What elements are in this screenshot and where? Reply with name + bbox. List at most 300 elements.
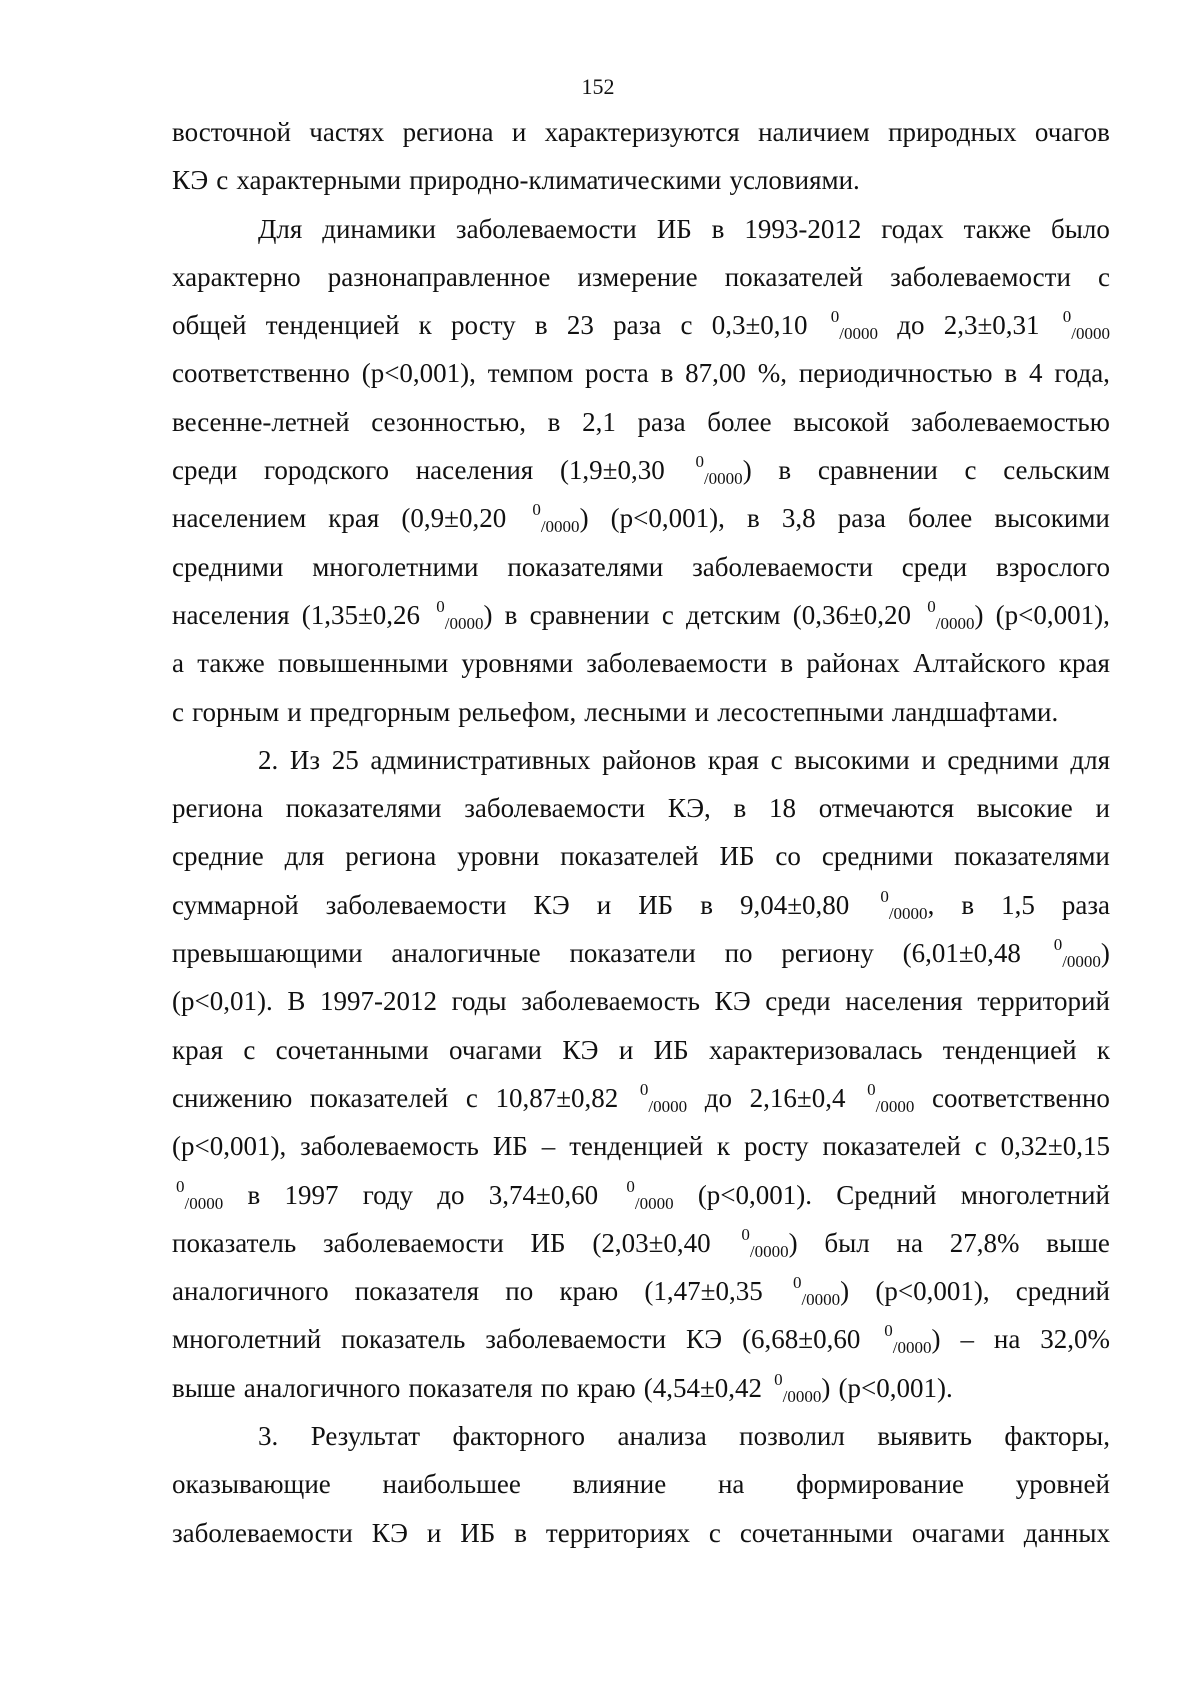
word: аналогичного <box>243 1372 401 1403</box>
word: районах <box>806 648 900 679</box>
word: более <box>707 406 772 437</box>
word: весенне-летней <box>172 406 350 437</box>
word: и <box>426 1517 442 1548</box>
word: аналогичного <box>172 1276 329 1307</box>
word: $^0_{/0000}$) <box>1050 929 1110 977</box>
word: КЭ <box>533 889 570 920</box>
unit-subscript: /0000 <box>634 1193 674 1213</box>
word: очагами <box>911 1517 1005 1548</box>
word: с <box>172 696 184 727</box>
word: выявить <box>877 1421 972 1452</box>
word: Результат <box>310 1421 421 1452</box>
word: общей <box>172 310 247 341</box>
word: характерно <box>172 261 301 292</box>
word: заболеваемости <box>325 889 507 920</box>
word: снижению <box>172 1082 293 1113</box>
unit-subscript: /0000 <box>648 1096 688 1116</box>
text-line <box>172 205 1110 253</box>
unit-superscript: 0 <box>741 1224 750 1244</box>
word: (р<0,01). <box>172 986 273 1017</box>
word: края <box>1058 648 1110 679</box>
word: и <box>1095 793 1110 824</box>
word: и <box>694 696 710 727</box>
unit-superscript: 0 <box>867 1079 876 1099</box>
word: для <box>1070 744 1110 775</box>
word <box>622 1171 673 1219</box>
word: природных <box>888 117 1017 147</box>
word: раза <box>1061 889 1110 920</box>
word: раза <box>637 406 686 437</box>
word: с <box>661 599 674 630</box>
word: 1,5 <box>1001 889 1035 920</box>
unit-per-100000 <box>622 1171 673 1219</box>
word: Из <box>289 744 321 775</box>
word: тенденцией <box>265 310 400 341</box>
word: региона <box>345 841 437 872</box>
word: в <box>778 455 792 486</box>
word: отмечаются <box>818 793 955 824</box>
text-line <box>172 736 1110 784</box>
word: 2,1 <box>582 406 616 437</box>
word: на <box>717 1469 745 1500</box>
word: 10,87±0,82 <box>495 1082 619 1113</box>
word: 9,04±0,80 <box>739 889 850 920</box>
word: края <box>707 744 759 775</box>
word: по <box>505 1276 534 1307</box>
word: $^0_{/0000}$) <box>770 1364 830 1412</box>
word: (0,9±0,20 <box>401 503 507 534</box>
word: КЭ <box>714 986 751 1017</box>
word: в <box>780 648 794 679</box>
word: $^0_{/0000}$) <box>432 591 492 639</box>
word: многолетний <box>960 1179 1110 1210</box>
word: на <box>896 1227 923 1258</box>
word: характеризуются <box>544 117 740 147</box>
text-line <box>172 591 1110 639</box>
word: в <box>534 310 548 341</box>
word: (р<0,001). <box>697 1179 813 1210</box>
unit-per-100000 <box>789 1267 840 1315</box>
word: (1,35±0,26 <box>301 599 421 630</box>
word: %, <box>757 358 787 389</box>
unit-superscript: 0 <box>830 307 840 327</box>
word: показатель <box>172 1227 297 1258</box>
word: по <box>724 938 753 969</box>
text-line <box>172 929 1110 977</box>
word: – <box>960 1324 974 1355</box>
word: $^0_{/0000}$) <box>880 1315 940 1363</box>
word: условиями. <box>729 165 860 196</box>
text-line <box>172 543 1110 591</box>
word: характеризовалась <box>708 1034 923 1065</box>
word: факторного <box>452 1421 586 1452</box>
word: (6,01±0,48 <box>902 938 1021 969</box>
text-line <box>172 1267 1110 1315</box>
word <box>636 1074 687 1122</box>
word: показателей <box>560 841 699 872</box>
word: $^0_{/0000}$) <box>789 1267 849 1315</box>
word: населения <box>172 599 290 630</box>
unit-superscript: 0 <box>880 886 889 906</box>
word: $^0_{/0000}$) <box>737 1219 797 1267</box>
word: в <box>700 889 713 920</box>
word: периодичностью <box>798 358 993 389</box>
word: уровней <box>1015 1469 1110 1500</box>
word: ИБ <box>530 1227 566 1258</box>
word: со <box>775 841 801 872</box>
word: было <box>1051 213 1110 244</box>
word: среди <box>765 986 831 1017</box>
unit-per-100000 <box>636 1074 687 1122</box>
word: в <box>504 599 518 630</box>
word: ландшафтами. <box>891 696 1059 727</box>
word: ИБ <box>492 1131 528 1162</box>
word: показателя <box>354 1276 480 1307</box>
text-line <box>172 446 1110 494</box>
word: ИБ <box>460 1517 496 1548</box>
word: 2. <box>258 744 279 775</box>
word: также <box>197 648 265 679</box>
unit-per-100000 <box>880 1315 931 1363</box>
unit-subscript: /0000 <box>935 613 975 633</box>
word: тенденцией <box>942 1034 1077 1065</box>
word: и <box>921 744 936 775</box>
word: заболеваемости <box>464 793 646 824</box>
word: уровнями <box>461 648 574 679</box>
text-line <box>172 1412 1110 1460</box>
word: уровни <box>457 841 540 872</box>
unit-subscript: /0000 <box>540 517 580 537</box>
word: соответственно <box>932 1082 1110 1113</box>
word: 0,3±0,10 <box>711 310 808 341</box>
word: населения <box>845 986 963 1017</box>
word: 32,0% <box>1040 1324 1110 1355</box>
word: сельским <box>1003 455 1110 486</box>
word: природно-климатическими <box>409 165 722 196</box>
unit-per-100000 <box>1050 929 1101 977</box>
word: раза <box>613 310 662 341</box>
word: с <box>216 165 229 196</box>
word: позволил <box>739 1421 845 1452</box>
unit-per-100000 <box>863 1074 914 1122</box>
word: ИБ <box>638 889 674 920</box>
word: КЭ <box>562 1034 599 1065</box>
word: наличием <box>758 117 870 147</box>
word: 3,8 <box>781 503 816 534</box>
unit-subscript: /0000 <box>888 903 928 923</box>
word: росту <box>743 1131 809 1162</box>
word: (0,36±0,20 <box>792 599 912 630</box>
unit-subscript: /0000 <box>801 1290 841 1310</box>
unit-subscript: /0000 <box>1062 952 1101 972</box>
text-line <box>172 1315 1110 1363</box>
unit-superscript: 0 <box>1062 307 1072 327</box>
word: 27,8% <box>949 1227 1020 1258</box>
word: многолетними <box>312 551 479 582</box>
word: Алтайского <box>912 648 1046 679</box>
unit-superscript: 0 <box>884 1321 893 1341</box>
unit-per-100000 <box>172 1171 223 1219</box>
word: а <box>172 648 184 679</box>
word: по <box>540 1372 569 1403</box>
word: показателями <box>285 793 442 824</box>
word: выше <box>172 1372 236 1403</box>
word: горным <box>192 696 280 727</box>
word: среди <box>901 551 968 582</box>
word: многолетний <box>172 1324 322 1355</box>
word: с <box>708 1517 721 1548</box>
unit-per-100000 <box>432 591 483 639</box>
text-line <box>172 1122 1110 1170</box>
unit-superscript: 0 <box>774 1369 783 1389</box>
unit-subscript: /0000 <box>1071 324 1110 344</box>
unit-per-100000 <box>770 1364 821 1412</box>
word: и <box>596 889 612 920</box>
unit-subscript: /0000 <box>749 1241 789 1261</box>
word: показателей <box>724 261 863 292</box>
word: формирование <box>796 1469 965 1500</box>
word: в <box>747 503 760 534</box>
word: края <box>328 503 380 534</box>
word: заболеваемости <box>890 261 1071 292</box>
word: $^0_{/0000}$) <box>691 446 751 494</box>
word: 4 <box>1029 358 1043 389</box>
text-line <box>172 881 1110 929</box>
word: 2,16±0,4 <box>749 1082 846 1113</box>
text-line <box>172 301 1110 349</box>
word: 87,00 <box>685 358 746 389</box>
word: и <box>287 696 302 727</box>
unit-superscript: 0 <box>695 452 704 472</box>
unit-subscript: /0000 <box>892 1338 932 1358</box>
word: (р<0,001), <box>172 1131 287 1162</box>
word: – <box>541 1131 556 1162</box>
word: восточной <box>172 117 291 147</box>
word: КЭ <box>172 165 209 196</box>
word: заболеваемости <box>586 648 768 679</box>
unit-superscript: 0 <box>532 500 541 520</box>
word: территорий <box>977 986 1110 1017</box>
unit-superscript: 0 <box>176 1176 185 1196</box>
word: на <box>993 1324 1021 1355</box>
word: показателя <box>408 1372 533 1403</box>
word: в <box>1004 358 1018 389</box>
word: частях <box>309 117 385 147</box>
word: к <box>1096 1034 1110 1065</box>
word: высокими <box>794 744 910 775</box>
text-line <box>172 1026 1110 1074</box>
word: ИБ <box>656 213 692 244</box>
word: показателей <box>309 1082 449 1113</box>
word: с <box>243 1034 256 1065</box>
word: ИБ <box>653 1034 689 1065</box>
text-line <box>172 349 1110 397</box>
word: заболеваемости <box>692 551 873 582</box>
word: более <box>907 503 973 534</box>
word: и <box>618 1034 634 1065</box>
word: роста <box>584 358 649 389</box>
word: рельефом, <box>458 696 577 727</box>
word: 3,74±0,60 <box>488 1179 599 1210</box>
word: средние <box>172 841 264 872</box>
word: также <box>963 213 1032 244</box>
word: показатель <box>341 1324 466 1355</box>
word <box>827 301 878 349</box>
word: заболеваемости <box>172 1517 353 1548</box>
word: края <box>172 1034 224 1065</box>
page-number: 152 <box>581 74 615 99</box>
word: анализа <box>617 1421 707 1452</box>
text-line <box>172 639 1110 687</box>
word: детским <box>686 599 781 630</box>
word: 18 <box>769 793 797 824</box>
text-line <box>172 108 1110 156</box>
unit-superscript: 0 <box>927 596 936 616</box>
word: 1997 <box>284 1179 339 1210</box>
word: Для <box>258 213 303 244</box>
word: (р<0,001), <box>610 503 725 534</box>
text-line <box>172 784 1110 832</box>
word: показатели <box>569 938 696 969</box>
word: высокие <box>976 793 1073 824</box>
unit-per-100000 <box>827 301 878 349</box>
unit-per-100000 <box>876 881 927 929</box>
unit-per-100000 <box>923 591 974 639</box>
word: 1997-2012 <box>319 986 437 1017</box>
unit-superscript: 0 <box>792 1273 802 1293</box>
word: наибольшее <box>382 1469 521 1500</box>
word: году <box>362 1179 414 1210</box>
word: средний <box>1015 1276 1110 1307</box>
text-line <box>172 1364 1110 1412</box>
word: и <box>511 117 527 147</box>
word: взрослого <box>996 551 1110 582</box>
word: раза <box>837 503 886 534</box>
word: был <box>824 1227 870 1258</box>
word: росту <box>451 310 516 341</box>
word: сочетанными <box>739 1517 893 1548</box>
word: очагов <box>1034 117 1110 147</box>
word: заболеваемости <box>455 213 637 244</box>
word: (р<0,001), <box>875 1276 990 1307</box>
word: Средний <box>836 1179 937 1210</box>
word: В <box>287 986 306 1017</box>
word: суммарной <box>172 889 299 920</box>
word: в <box>961 889 975 920</box>
unit-superscript: 0 <box>626 1176 635 1196</box>
word: разнонаправленное <box>327 261 551 292</box>
word: годы <box>451 986 507 1017</box>
word: краю <box>576 1372 636 1403</box>
word: лесными <box>584 696 687 727</box>
word: (р<0,001), <box>361 358 476 389</box>
word: среди <box>172 455 238 486</box>
unit-subscript: /0000 <box>703 469 743 489</box>
word: выше <box>1046 1227 1110 1258</box>
word: заболеваемости <box>485 1324 667 1355</box>
word: ИБ <box>719 841 755 872</box>
word: (р<0,001), <box>995 599 1110 630</box>
word: (1,9±0,30 <box>559 455 665 486</box>
body-text <box>172 108 1110 1557</box>
text-line <box>172 1219 1110 1267</box>
word: с <box>465 1082 478 1113</box>
word: сочетанными <box>275 1034 429 1065</box>
word: (р<0,001). <box>838 1372 953 1403</box>
word: средними <box>947 744 1059 775</box>
word: тенденцией <box>569 1131 703 1162</box>
word: предгорным <box>309 696 451 727</box>
word: с <box>770 744 783 775</box>
text-line <box>172 1509 1110 1557</box>
word: аналогичные <box>391 938 541 969</box>
word: региона <box>402 117 494 147</box>
word: в <box>660 358 674 389</box>
word: оказывающие <box>172 1469 331 1500</box>
word: региону <box>781 938 874 969</box>
word: характерными <box>236 165 402 196</box>
word: городского <box>264 455 390 486</box>
word: факторы, <box>1004 1421 1110 1452</box>
text-line <box>172 1460 1110 1508</box>
text-line <box>172 832 1110 880</box>
word: в <box>547 406 561 437</box>
word: очагами <box>449 1034 543 1065</box>
word: заболеваемостью <box>911 406 1110 437</box>
word: населения <box>415 455 534 486</box>
word: влияние <box>572 1469 667 1500</box>
word: с <box>974 1131 987 1162</box>
word: в <box>733 793 747 824</box>
text-line <box>172 156 1110 204</box>
text-line <box>172 1074 1110 1122</box>
word: показателями <box>507 551 664 582</box>
word: (6,68±0,60 <box>742 1324 861 1355</box>
word <box>863 1074 914 1122</box>
word: КЭ, <box>667 793 711 824</box>
word: в <box>711 213 725 244</box>
word: региона <box>172 793 263 824</box>
text-line <box>172 398 1110 446</box>
word: $^0_{/0000}$) <box>528 494 588 542</box>
unit-subscript: /0000 <box>184 1193 224 1213</box>
text-line <box>172 494 1110 542</box>
word: 2,3±0,31 <box>943 310 1040 341</box>
word: до <box>897 310 925 341</box>
word: (1,47±0,35 <box>644 1276 763 1307</box>
word: повышенными <box>277 648 449 679</box>
word: 23 <box>566 310 594 341</box>
word: $^0_{/0000}$) <box>923 591 983 639</box>
word: заболеваемости <box>322 1227 504 1258</box>
word: в <box>247 1179 261 1210</box>
unit-subscript: /0000 <box>875 1096 915 1116</box>
word: до <box>437 1179 465 1210</box>
word: районов <box>602 744 697 775</box>
word: с <box>964 455 977 486</box>
word: лесостепными <box>717 696 884 727</box>
word: заболеваемость <box>521 986 700 1017</box>
word: показателей <box>822 1131 961 1162</box>
word: превышающими <box>172 938 363 969</box>
word: высокими <box>994 503 1110 534</box>
word: показателями <box>954 841 1110 872</box>
unit-superscript: 0 <box>436 596 445 616</box>
unit-superscript: 0 <box>1053 935 1063 955</box>
word <box>1059 301 1110 349</box>
word: (2,03±0,40 <box>592 1227 711 1258</box>
word: высокой <box>793 406 890 437</box>
